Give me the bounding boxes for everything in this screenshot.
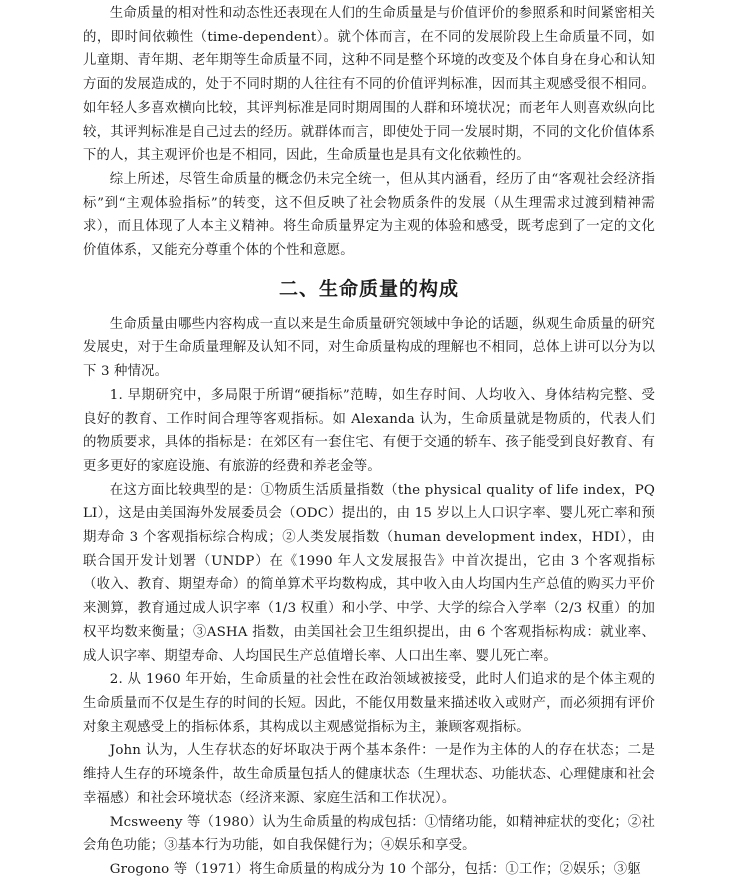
document-page (83, 2, 655, 882)
paragraph-summary: 综上所述，尽管生命质量的概念仍未完全统一，但从其内涵看，经历了由“客观社会经济指标”到“主观体验指标”的转变，这不但反映了社会物质条件的发展（从生理需求过渡到精神需求），而且体现了人本主义精神。将生命质量界定为主观的体验和感受，既考虑到了一定的文化价值体系，又能充分尊重个体的个性和意愿。 (83, 171, 655, 259)
paragraph-early-research: 1. 早期研究中，多局限于所谓“硬指标”范畴，如生存时间、人均收入、身体结构完整、受良好的教育、工作时间合理等客观指标。如 Alexanda 认为，生命质量就是物质的，代表人们的物质要求，具体的指标是：在郊区有一套住宅、有便于交通的轿车、孩子能受到良好教育、有更多更好的家庭设施、有旅游的经费和养老金等。 (83, 387, 655, 474)
paragraph-typical-indices: 在这方面比较典型的是：①物质生活质量指数（the physical quality of life index，PQLI），这是由美国海外发展委员会（ODC）提出的，由 15 岁以上人口识字率、婴儿死亡率和预期寿命 3 个客观指标综合构成；②人类发展指数（human development index，HDI），由联合国开发计划署（UNDP）在《1990 年人文发展报告》中首次提出，它由 3 个客观指标（收入、教育、期望寿命）的简单算术平均数构成，其中收入由人均国内生产总值的购买力平价来测算，教育通过成人识字率（1/3 权重）和小学、中学、大学的综合入学率（2/3 权重）的加权平均数来衡量；③ASHA 指数，由美国社会卫生组织提出，由 6 个客观指标构成：就业率、成人识字率、期望寿命、人均国民生产总值增长率、人口出生率、婴儿死亡率。 (83, 482, 655, 664)
paragraph-mcsweeny: Mcsweeny 等（1980）认为生命质量的构成包括：①情绪功能，如精神症状的变化；②社会角色功能；③基本行为功能，如自我保健行为；④娱乐和享受。 (83, 814, 655, 854)
paragraph-since-1960: 2. 从 1960 年开始，生命质量的社会性在政治领域被接受，此时人们追求的是个体主观的生命质量而不仅是生存的时间的长短。因此，不能仅用数量来描述收入或财产，而必须拥有评价对象主观感受上的指标体系，其构成以主观感觉指标为主，兼顾客观指标。 (83, 672, 655, 735)
paragraph-time-dependence: 生命质量的相对性和动态性还表现在人们的生命质量是与价值评价的参照系和时间紧密相关的，即时间依赖性（time-dependent）。就个体而言，在不同的发展阶段上生命质量不同，如儿童期、青年期、老年期等生命质量不同，这种不同是整个环境的改变及个体自身在身心和认知方面的发展造成的，处于不同时期的人往往有不同的价值评判标准，因而其主观感受很不相同。如年轻人多喜欢横向比较，其评判标准是同时期周围的人群和环境状况；而老年人则喜欢纵向比较，其评判标准是自己过去的经历。就群体而言，即使处于同一发展时期，不同的文化价值体系下的人，其主观评价也是不相同，因此，生命质量也是具有文化依赖性的。 (83, 6, 655, 164)
paragraph-john: John 认为，人生存状态的好坏取决于两个基本条件：一是作为主体的人的存在状态；二是维持人生存的环境条件，故生命质量包括人的健康状态（生理状态、功能状态、心理健康和社会幸福感）和社会环境状态（经济来源、家庭生活和工作状况）。 (83, 743, 655, 806)
paragraph-grogono: Grogono 等（1971）将生命质量的构成分为 10 个部分，包括：①工作；②娱乐；③躯 (109, 861, 641, 877)
section-heading: 二、生命质量的构成 (278, 277, 459, 300)
paragraph-composition-intro: 生命质量由哪些内容构成一直以来是生命质量研究领域中争论的话题，纵观生命质量的研究发展史，对于生命质量理解及认知不同，对生命质量构成的理解也不相同，总体上讲可以分为以下 3 种情况。 (83, 316, 655, 380)
